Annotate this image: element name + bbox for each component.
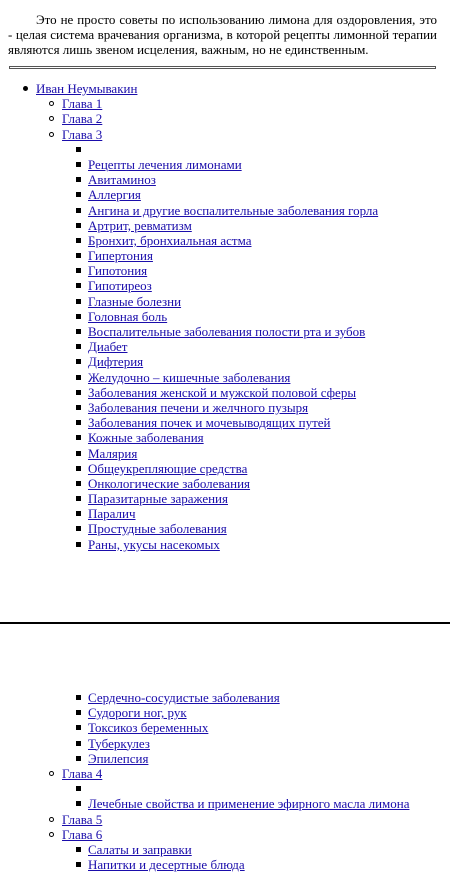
toc-item — [0, 430, 450, 445]
toc-link[interactable]: Ангина и другие воспалительные заболевания горла — [88, 202, 379, 218]
toc-empty-item — [0, 142, 450, 157]
toc-item — [0, 339, 450, 354]
toc-link[interactable]: Артрит, ревматизм — [88, 217, 192, 233]
square-bullet-icon — [76, 329, 81, 334]
toc-link[interactable]: Туберкулез — [88, 735, 150, 751]
toc-chapter-2 — [0, 111, 450, 126]
square-bullet-icon — [76, 435, 81, 440]
toc-item — [0, 278, 450, 293]
toc-item — [0, 842, 450, 857]
chapter-5-link[interactable]: Глава 5 — [62, 811, 103, 827]
toc-item — [0, 720, 450, 735]
circle-bullet-icon — [49, 832, 54, 837]
toc-item — [0, 857, 450, 872]
toc-link[interactable]: Гипотиреоз — [88, 278, 152, 294]
square-bullet-icon — [76, 405, 81, 410]
square-bullet-icon — [76, 725, 81, 730]
square-bullet-icon — [76, 526, 81, 531]
circle-bullet-icon — [49, 132, 54, 137]
toc-item — [0, 354, 450, 369]
toc-link[interactable]: Напитки и десертные блюда — [88, 857, 245, 873]
toc-link[interactable]: Аллергия — [88, 187, 141, 203]
toc-item — [0, 309, 450, 324]
square-bullet-icon — [76, 695, 81, 700]
toc-link[interactable]: Паралич — [88, 506, 136, 522]
square-bullet-icon — [76, 375, 81, 380]
toc-link[interactable]: Воспалительные заболевания полости рта и зубов — [88, 324, 366, 339]
square-bullet-icon — [76, 192, 81, 197]
chapter-1-link[interactable]: Глава 1 — [62, 96, 103, 112]
chapter-2-link[interactable]: Глава 2 — [62, 111, 103, 127]
square-bullet-icon — [76, 420, 81, 425]
square-bullet-icon — [76, 786, 81, 791]
toc-item — [0, 233, 450, 248]
toc-item — [0, 203, 450, 218]
toc-empty-item — [0, 781, 450, 796]
toc-item — [0, 506, 450, 521]
toc-item — [0, 476, 450, 491]
square-bullet-icon — [76, 177, 81, 182]
intro-paragraph: Это не просто советы по использованию лимона для оздоровления, это - целая система врачевания организма, в которой рецепты лимонной терапии являются лишь звеном исцеления, важным, но не единственным. — [8, 12, 437, 57]
toc-item — [0, 751, 450, 766]
toc-item — [0, 218, 450, 233]
square-bullet-icon — [76, 299, 81, 304]
toc-item — [0, 324, 450, 339]
square-bullet-icon — [76, 223, 81, 228]
chapter-6-link[interactable]: Глава 6 — [62, 826, 103, 842]
toc-item — [0, 461, 450, 476]
toc-chapter-1 — [0, 96, 450, 111]
toc-item — [0, 491, 450, 506]
page-break-line — [0, 622, 450, 624]
toc-link[interactable]: Головная боль — [88, 308, 168, 324]
toc-item — [0, 415, 450, 430]
circle-bullet-icon — [49, 771, 54, 776]
toc-item — [0, 385, 450, 400]
toc-chapter-4 — [0, 766, 450, 781]
square-bullet-icon — [76, 162, 81, 167]
square-bullet-icon — [76, 862, 81, 867]
disc-bullet-icon — [23, 86, 28, 91]
toc-link[interactable]: Заболевания печени и желчного пузыря — [88, 399, 309, 415]
toc-chapter-3 — [0, 127, 450, 142]
toc-item — [0, 248, 450, 263]
toc-link[interactable]: Онкологические заболевания — [88, 475, 251, 491]
toc-item — [0, 187, 450, 202]
square-bullet-icon — [76, 496, 81, 501]
toc-item — [0, 370, 450, 385]
square-bullet-icon — [76, 481, 81, 486]
toc-link[interactable]: Судороги ног, рук — [88, 705, 187, 721]
toc-chapter-5 — [0, 812, 450, 827]
toc-link[interactable]: Авитаминоз — [88, 172, 156, 188]
toc-link[interactable]: Диабет — [88, 339, 128, 355]
toc-item — [0, 157, 450, 172]
square-bullet-icon — [76, 314, 81, 319]
toc-link[interactable]: Заболевания женской и мужской половой сферы — [88, 384, 357, 400]
toc-item — [0, 690, 450, 705]
toc-item — [0, 400, 450, 415]
toc-link[interactable]: Гипотония — [88, 263, 148, 279]
square-bullet-icon — [76, 451, 81, 456]
toc-link[interactable]: Рецепты лечения лимонами — [88, 156, 242, 172]
square-bullet-icon — [76, 741, 81, 746]
toc-link[interactable]: Раны, укусы насекомых — [88, 536, 220, 552]
circle-bullet-icon — [49, 817, 54, 822]
toc-link[interactable]: Заболевания почек и мочевыводящих путей — [88, 415, 331, 431]
toc-link[interactable]: Кожные заболевания — [88, 430, 204, 446]
toc-link[interactable]: Гипертония — [88, 248, 153, 264]
square-bullet-icon — [76, 268, 81, 273]
square-bullet-icon — [76, 238, 81, 243]
toc-item — [0, 446, 450, 461]
toc-link[interactable]: Глазные болезни — [88, 293, 182, 309]
toc-author-item — [0, 81, 450, 96]
chapter-3-link[interactable]: Глава 3 — [62, 126, 103, 142]
toc-link[interactable]: Эпилепсия — [88, 750, 149, 766]
toc-item — [0, 537, 450, 552]
toc-link[interactable]: Малярия — [88, 445, 138, 461]
toc-list-part2 — [0, 690, 450, 872]
toc-link[interactable]: Дифтерия — [88, 354, 144, 370]
square-bullet-icon — [76, 344, 81, 349]
horizontal-rule — [9, 66, 436, 69]
toc-link[interactable]: Паразитарные заражения — [88, 491, 228, 507]
toc-link[interactable]: Лечебные свойства и применение эфирного масла лимона — [88, 796, 410, 812]
toc-link[interactable]: Желудочно – кишечные заболевания — [88, 369, 291, 385]
square-bullet-icon — [76, 283, 81, 288]
toc-link[interactable]: Простудные заболевания — [88, 521, 227, 537]
square-bullet-icon — [76, 511, 81, 516]
toc-link[interactable]: Сердечно-сосудистые заболевания — [88, 690, 280, 705]
square-bullet-icon — [76, 208, 81, 213]
toc-link[interactable]: Общеукрепляющие средства — [88, 460, 248, 476]
toc-list-part1 — [0, 81, 450, 552]
square-bullet-icon — [76, 466, 81, 471]
toc-item — [0, 521, 450, 536]
toc-item — [0, 796, 450, 811]
square-bullet-icon — [76, 147, 81, 152]
toc-item — [0, 263, 450, 278]
toc-link[interactable]: Токсикоз беременных — [88, 720, 209, 736]
square-bullet-icon — [76, 847, 81, 852]
square-bullet-icon — [76, 542, 81, 547]
square-bullet-icon — [76, 390, 81, 395]
toc-item — [0, 294, 450, 309]
square-bullet-icon — [76, 756, 81, 761]
square-bullet-icon — [76, 359, 81, 364]
toc-item — [0, 705, 450, 720]
square-bullet-icon — [76, 801, 81, 806]
square-bullet-icon — [76, 253, 81, 258]
chapter-4-link[interactable]: Глава 4 — [62, 765, 103, 781]
toc-item — [0, 172, 450, 187]
toc-link[interactable]: Салаты и заправки — [88, 841, 192, 857]
circle-bullet-icon — [49, 101, 54, 106]
toc-chapter-6 — [0, 827, 450, 842]
square-bullet-icon — [76, 710, 81, 715]
circle-bullet-icon — [49, 116, 54, 121]
author-link[interactable]: Иван Неумывакин — [36, 81, 138, 96]
toc-link[interactable]: Бронхит, бронхиальная астма — [88, 232, 252, 248]
toc-item — [0, 736, 450, 751]
